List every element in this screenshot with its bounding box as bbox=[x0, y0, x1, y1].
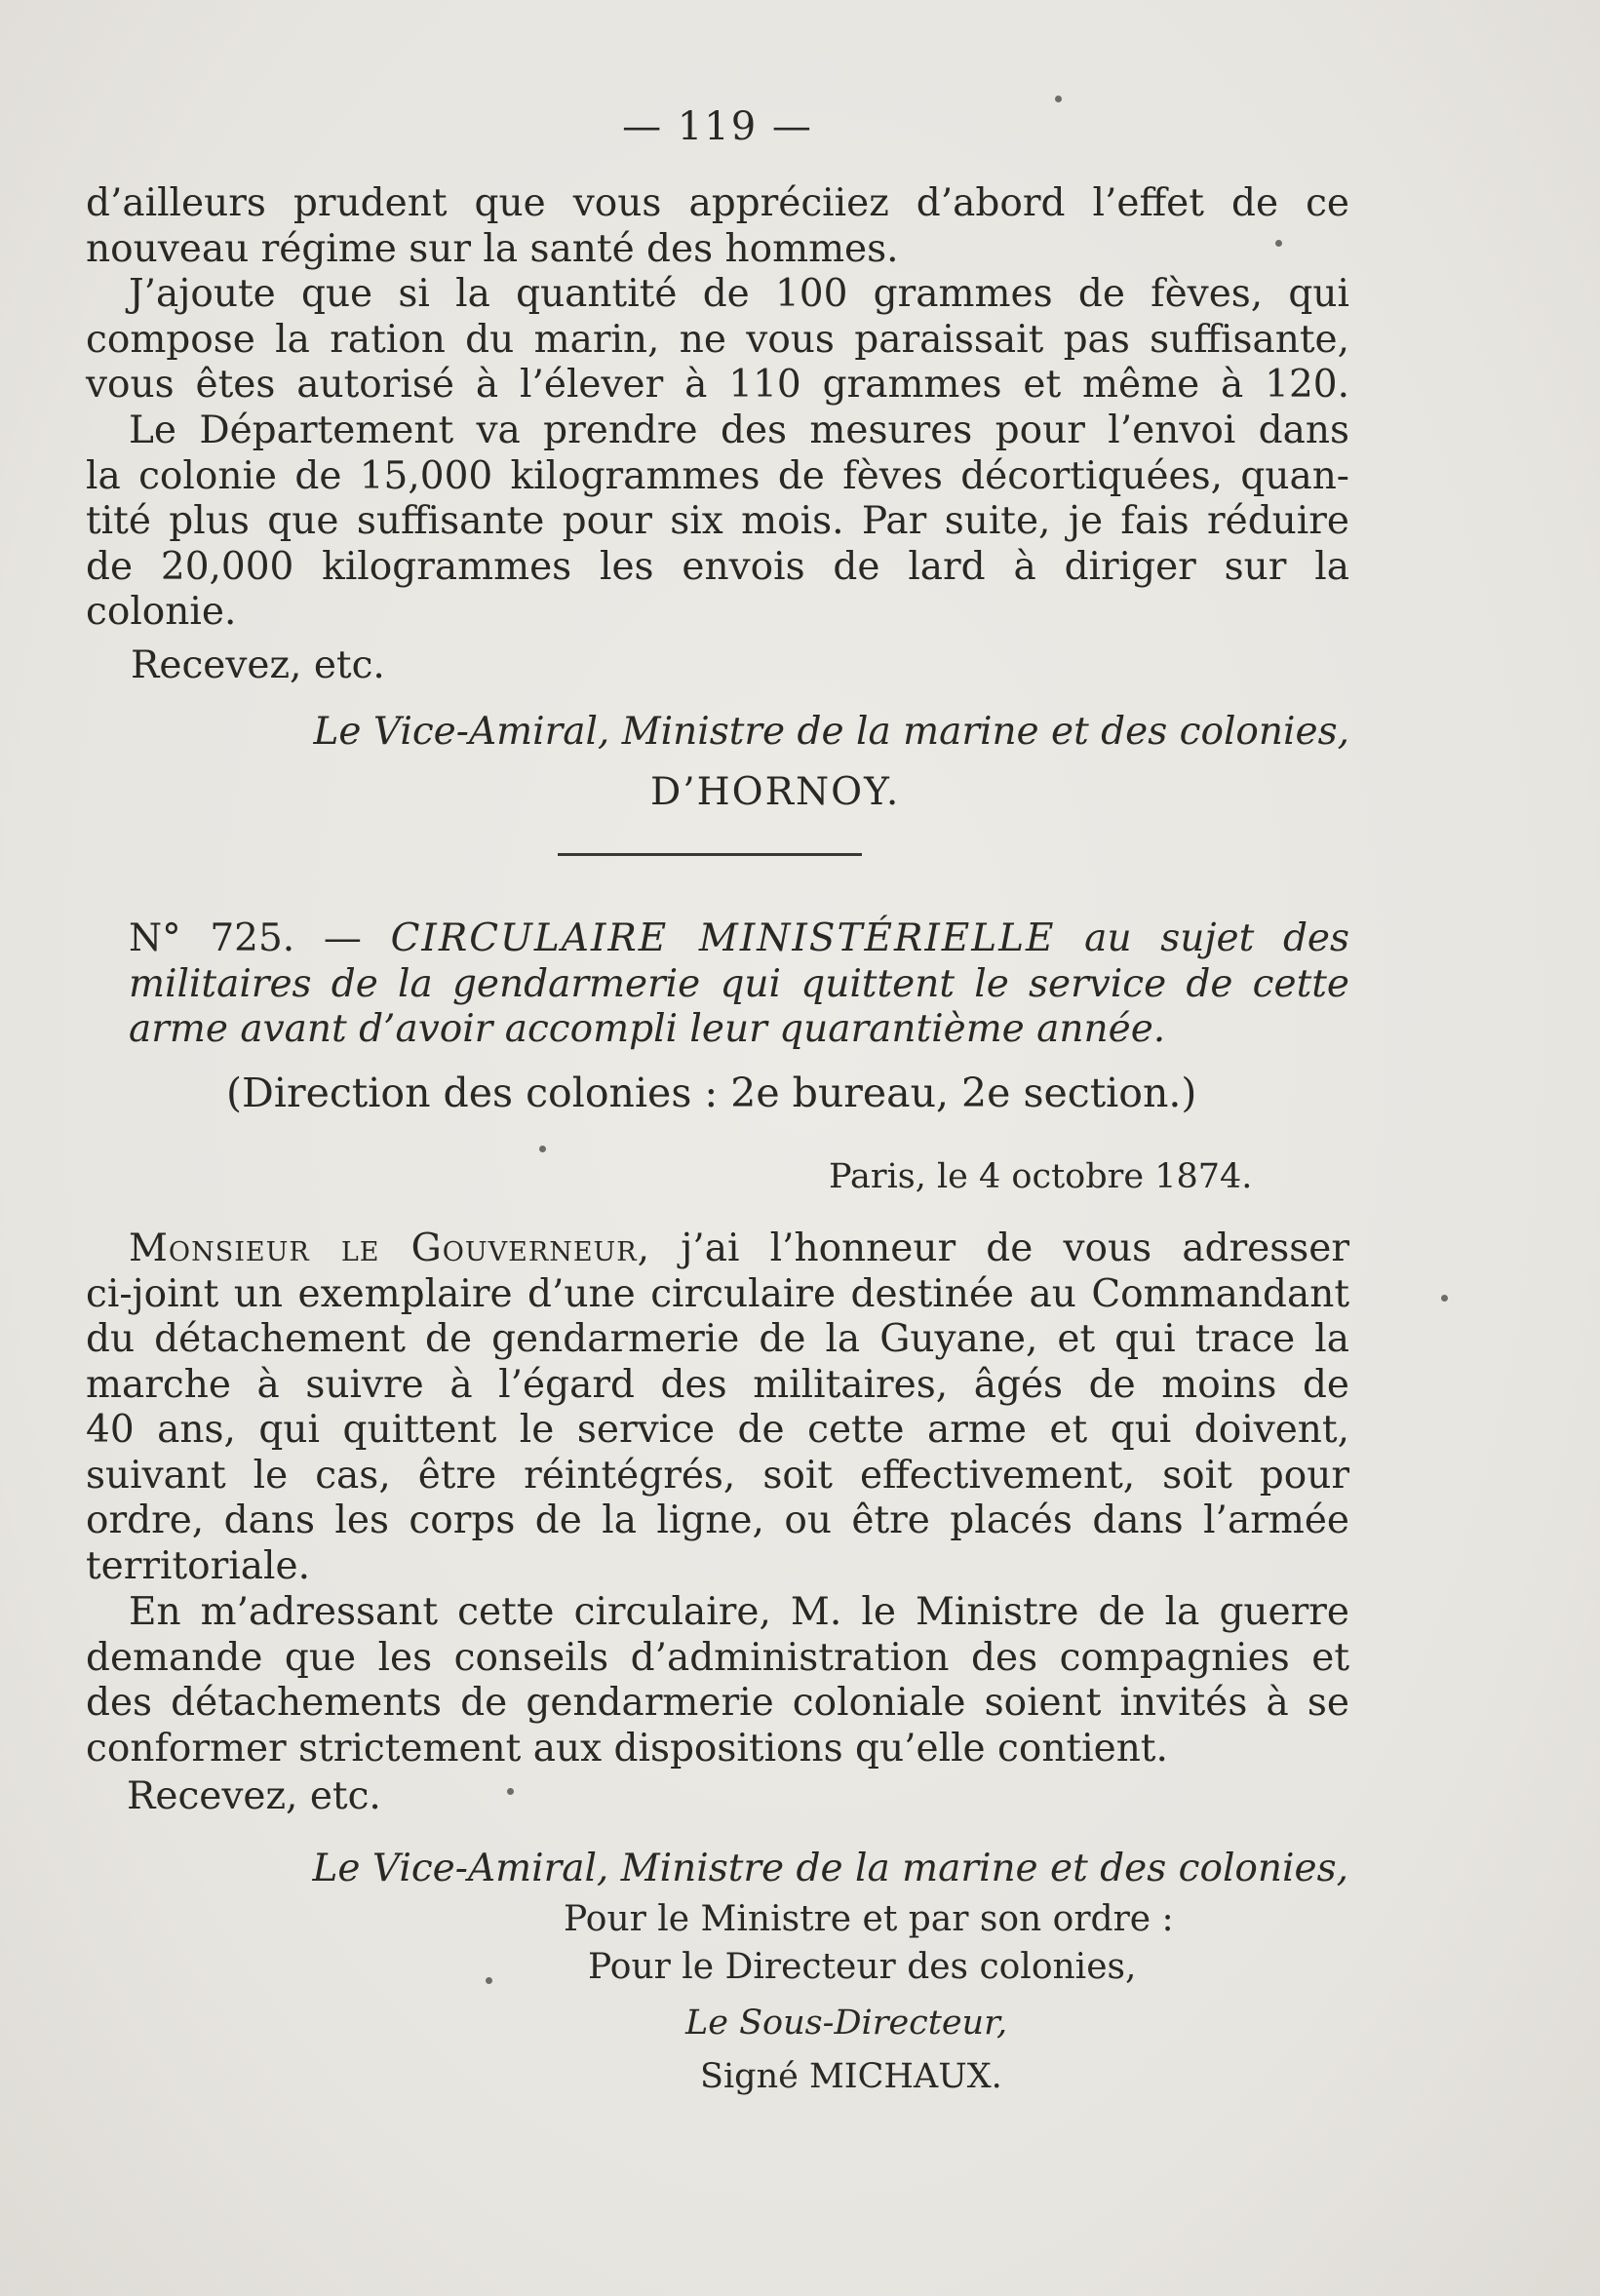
circular-number: N° 725. — bbox=[129, 916, 391, 960]
signature-title: Le Vice-Amiral, Ministre de la marine et des colonies, bbox=[313, 710, 1349, 754]
text-line: suivant le cas, être réintégrés, soit effectivement, soit pour bbox=[86, 1453, 1349, 1498]
text-line: vous êtes autorisé à l’élever à 110 grammes et même à 120. bbox=[86, 363, 1349, 407]
closing-formula: Recevez, etc. bbox=[127, 1774, 381, 1818]
signature-name: D’HORNOY. bbox=[650, 770, 901, 814]
section-divider bbox=[558, 853, 862, 856]
paragraph-letter bbox=[86, 1226, 1349, 1589]
text-line: marche à suivre à l’égard des militaires, âgés de moins de bbox=[86, 1362, 1349, 1407]
paper-speck bbox=[486, 1977, 492, 1984]
text-line bbox=[86, 1226, 1349, 1272]
text-line: la colonie de 15,000 kilogrammes de fèves décortiquées, quan- bbox=[86, 453, 1349, 498]
signature-line: Pour le Ministre et par son ordre : bbox=[564, 1899, 1174, 1939]
direction-note: (Direction des colonies : 2e bureau, 2e section.) bbox=[226, 1070, 1197, 1116]
paper-speck bbox=[507, 1788, 514, 1795]
text-line: de 20,000 kilogrammes les envois de lard à diriger sur la bbox=[86, 544, 1349, 589]
text-line: d’ailleurs prudent que vous appréciiez d’abord l’effet de ce bbox=[86, 181, 1349, 225]
paragraph-continuation bbox=[86, 181, 1349, 272]
text-line: tité plus que suffisante pour six mois. Par suite, je fais réduire bbox=[86, 499, 1349, 543]
text-line: J’ajoute que si la quantité de 100 grammes de fèves, qui bbox=[129, 272, 1349, 316]
paragraph-ration bbox=[86, 272, 1349, 409]
text-line: conformer strictement aux dispositions qu’elle contient. bbox=[86, 1726, 1168, 1771]
signature-role: Le Sous-Directeur, bbox=[685, 2004, 1008, 2043]
heading-line: arme avant d’avoir accompli leur quarantième année. bbox=[129, 1007, 1166, 1051]
signature-name: Signé MICHAUX. bbox=[700, 2057, 1002, 2096]
heading-text: au sujet des bbox=[1055, 916, 1349, 960]
text-line: ci-joint un exemplaire d’une circulaire destinée au Commandant bbox=[86, 1271, 1349, 1316]
text-line: territoriale. bbox=[86, 1543, 310, 1588]
text-line: du détachement de gendarmerie de la Guyane, et qui trace la bbox=[86, 1317, 1349, 1361]
signature-title: Le Vice-Amiral, Ministre de la marine et des colonies, bbox=[312, 1847, 1348, 1890]
salutation: Monsieur le Gouverneur, bbox=[129, 1226, 651, 1270]
paper-speck bbox=[1055, 96, 1062, 102]
paragraph-departement bbox=[86, 409, 1349, 636]
circular-title: CIRCULAIRE MINISTÉRIELLE bbox=[390, 916, 1056, 960]
text-line: En m’adressant cette circulaire, M. le Ministre de la guerre bbox=[129, 1590, 1349, 1634]
text-line: des détachements de gendarmerie coloniale soient invités à se bbox=[86, 1681, 1349, 1725]
text-line: nouveau régime sur la santé des hommes. bbox=[86, 226, 899, 271]
text-line: 40 ans, qui quittent le service de cette arme et qui doivent, bbox=[86, 1408, 1349, 1452]
place-date: Paris, le 4 octobre 1874. bbox=[829, 1157, 1253, 1196]
text-line: Le Département va prendre des mesures pour l’envoi dans bbox=[129, 409, 1349, 452]
text-line: ordre, dans les corps de la ligne, ou être placés dans l’armée bbox=[86, 1498, 1349, 1542]
heading-line: militaires de la gendarmerie qui quittent le service de cette bbox=[129, 961, 1349, 1006]
paper-speck bbox=[539, 1146, 546, 1152]
paper-speck bbox=[1275, 240, 1282, 247]
heading-line bbox=[86, 916, 1349, 962]
page-number: — 119 — bbox=[622, 104, 813, 149]
closing-formula: Recevez, etc. bbox=[131, 643, 385, 687]
text-line: demande que les conseils d’administration des compagnies et bbox=[86, 1635, 1349, 1680]
circular-heading bbox=[86, 916, 1349, 1053]
paper-speck bbox=[1441, 1295, 1448, 1302]
text-line: compose la ration du marin, ne vous paraissait pas suffisante, bbox=[86, 317, 1349, 362]
text: j’ai l’honneur de vous adresser bbox=[650, 1226, 1350, 1270]
paragraph-guerre bbox=[86, 1590, 1349, 1771]
signature-line: Pour le Directeur des colonies, bbox=[588, 1947, 1137, 1987]
text-line: colonie. bbox=[86, 590, 237, 634]
